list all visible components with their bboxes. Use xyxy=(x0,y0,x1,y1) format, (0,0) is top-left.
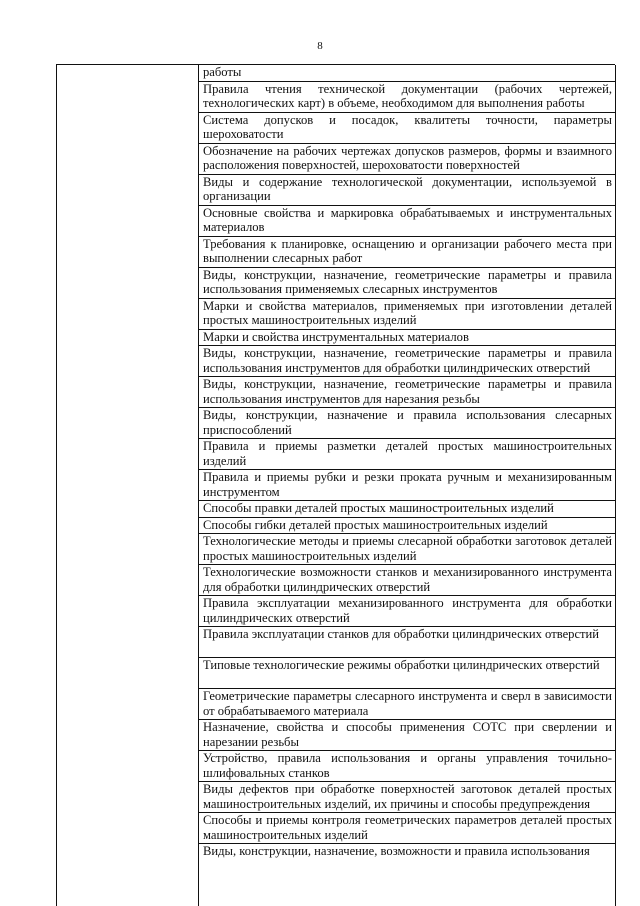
table-row: Виды дефектов при обработке поверхностей заготовок деталей простых машиностроительных изделий, их причины и способы предупреждения xyxy=(199,782,615,813)
table-row: Правила и приемы разметки деталей простых машиностроительных изделий xyxy=(199,439,615,470)
requirements-table xyxy=(56,64,615,906)
table-row: Правила эксплуатации механизированного инструмента для обработки цилиндрических отверстий xyxy=(199,596,615,627)
table-row: Виды, конструкции, назначение, геометрические параметры и правила использования инструментов для нарезания резьбы xyxy=(199,377,615,408)
table-row: Виды, конструкции, назначение, геометрические параметры и правила использования инструментов для обработки цилиндрических отверстий xyxy=(199,346,615,377)
table-row: Правила эксплуатации станков для обработки цилиндрических отверстий xyxy=(199,627,615,658)
table-row: Система допусков и посадок, квалитеты точности, параметры шероховатости xyxy=(199,113,615,144)
table-row: работы xyxy=(199,65,615,82)
table-row: Правила и приемы рубки и резки проката ручным и механизированным инструментом xyxy=(199,470,615,501)
table-row: Геометрические параметры слесарного инструмента и сверл в зависимости от обрабатываемого материала xyxy=(199,689,615,720)
table-row: Способы гибки деталей простых машиностроительных изделий xyxy=(199,518,615,535)
page-number: 8 xyxy=(317,40,323,52)
table-row: Технологические возможности станков и механизированного инструмента для обработки цилиндрических отверстий xyxy=(199,565,615,596)
table-row: Основные свойства и маркировка обрабатываемых и инструментальных материалов xyxy=(199,206,615,237)
table-row: Типовые технологические режимы обработки цилиндрических отверстий xyxy=(199,658,615,689)
table-row: Виды, конструкции, назначение и правила использования слесарных приспособлений xyxy=(199,408,615,439)
table-row: Технологические методы и приемы слесарной обработки заготовок деталей простых машиностроительных изделий xyxy=(199,534,615,565)
table-row: Требования к планировке, оснащению и организации рабочего места при выполнении слесарных работ xyxy=(199,237,615,268)
knowledge-column xyxy=(199,65,615,861)
table-row: Виды, конструкции, назначение, возможности и правила использования xyxy=(203,844,590,858)
table-row: Виды, конструкции, назначение, геометрические параметры и правила использования применяемых слесарных инструментов xyxy=(199,268,615,299)
table-row: Назначение, свойства и способы применения СОТС при сверлении и нарезании резьбы xyxy=(199,720,615,751)
table-row: Виды и содержание технологической документации, используемой в организации xyxy=(199,175,615,206)
table-row: Способы правки деталей простых машиностроительных изделий xyxy=(199,501,615,518)
table-row: Устройство, правила использования и органы управления точильно-шлифовальных станков xyxy=(199,751,615,782)
table-row: Марки и свойства инструментальных материалов xyxy=(199,330,615,347)
table-right-border xyxy=(615,65,616,906)
table-row: Обозначение на рабочих чертежах допусков размеров, формы и взаимного расположения поверхностей, шероховатости поверхностей xyxy=(199,144,615,175)
table-row: Правила чтения технической документации (рабочих чертежей, технологических карт) в объеме, необходимом для выполнения работы xyxy=(199,82,615,113)
table-row: Способы и приемы контроля геометрических параметров деталей простых машиностроительных изделий xyxy=(199,813,615,844)
table-row: Марки и свойства материалов, применяемых при изготовлении деталей простых машиностроительных изделий xyxy=(199,299,615,330)
